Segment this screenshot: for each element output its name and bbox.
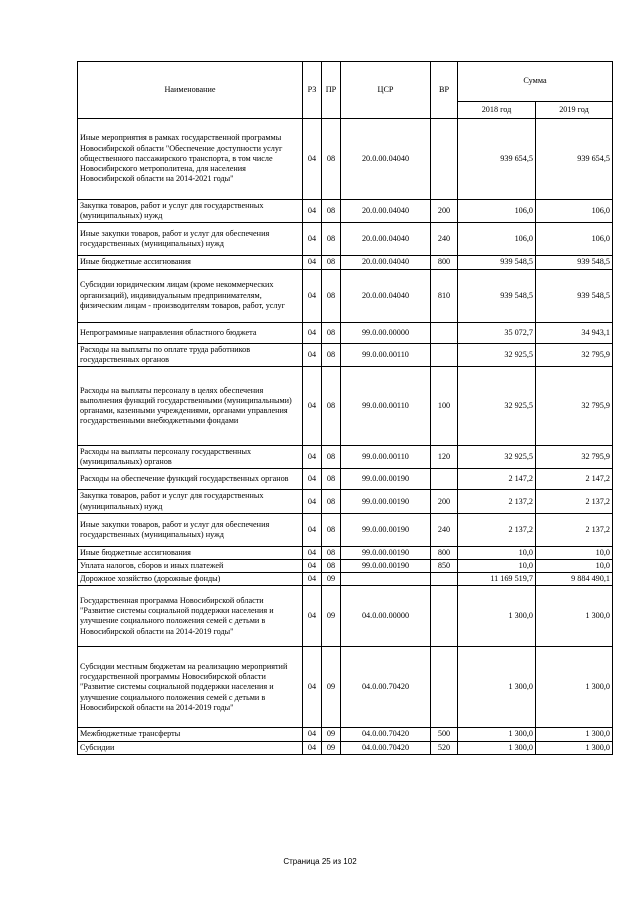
row-amount-2019: 106,0 (536, 223, 613, 256)
row-csr: 99.0.00.00190 (341, 469, 431, 490)
row-vr (431, 647, 458, 728)
row-pr: 08 (322, 256, 341, 269)
row-amount-2018: 11 169 519,7 (458, 573, 536, 586)
row-name: Расходы на выплаты персоналу государственных (муниципальных) органов (78, 446, 303, 469)
row-amount-2019: 32 795,9 (536, 343, 613, 366)
page-number: Страница 25 из 102 (283, 857, 357, 866)
header-pr: ПР (322, 62, 341, 119)
row-rz: 04 (303, 269, 322, 322)
row-pr: 08 (322, 200, 341, 223)
table-row (78, 573, 613, 586)
row-amount-2019: 9 884 490,1 (536, 573, 613, 586)
row-pr: 08 (322, 119, 341, 200)
row-rz: 04 (303, 741, 322, 754)
row-vr (431, 343, 458, 366)
row-vr: 100 (431, 367, 458, 446)
row-csr: 20.0.00.04040 (341, 119, 431, 200)
row-pr: 08 (322, 343, 341, 366)
row-pr: 08 (322, 223, 341, 256)
row-amount-2018: 35 072,7 (458, 322, 536, 343)
row-name: Иные бюджетные ассигнования (78, 546, 303, 559)
table-row (78, 741, 613, 754)
row-amount-2018: 10,0 (458, 546, 536, 559)
row-vr: 200 (431, 200, 458, 223)
row-amount-2019: 32 795,9 (536, 367, 613, 446)
row-vr (431, 469, 458, 490)
row-vr: 200 (431, 490, 458, 513)
table-row (78, 546, 613, 559)
table-row (78, 256, 613, 269)
row-amount-2019: 34 943,1 (536, 322, 613, 343)
table-row (78, 322, 613, 343)
row-csr: 20.0.00.04040 (341, 269, 431, 322)
row-name: Расходы на выплаты по оплате труда работников государственных органов (78, 343, 303, 366)
table-row (78, 200, 613, 223)
row-rz: 04 (303, 367, 322, 446)
row-pr: 09 (322, 647, 341, 728)
row-csr: 99.0.00.00190 (341, 546, 431, 559)
row-rz: 04 (303, 343, 322, 366)
row-amount-2018: 939 548,5 (458, 256, 536, 269)
row-name: Иные мероприятия в рамках государственной программы Новосибирской области "Обеспечение доступности услуг общественного пассажирского транспорта, в том числе Новосибирского метрополитена, для населения Новосибирской области на 2014-2021 годы" (78, 119, 303, 200)
row-amount-2019: 1 300,0 (536, 741, 613, 754)
budget-table (77, 61, 613, 755)
row-pr: 08 (322, 560, 341, 573)
row-amount-2018: 10,0 (458, 560, 536, 573)
row-amount-2018: 1 300,0 (458, 586, 536, 647)
row-vr: 850 (431, 560, 458, 573)
row-amount-2018: 939 548,5 (458, 269, 536, 322)
row-csr: 20.0.00.04040 (341, 256, 431, 269)
row-name: Дорожное хозяйство (дорожные фонды) (78, 573, 303, 586)
row-pr: 09 (322, 573, 341, 586)
row-amount-2019: 1 300,0 (536, 728, 613, 741)
row-pr: 09 (322, 728, 341, 741)
row-amount-2019: 2 137,2 (536, 513, 613, 546)
table-row (78, 728, 613, 741)
row-name: Субсидии (78, 741, 303, 754)
row-name: Иные закупки товаров, работ и услуг для обеспечения государственных (муниципальных) нужд (78, 513, 303, 546)
row-name: Государственная программа Новосибирской области "Развитие системы социальной поддержки населения и улучшение социального положения семей с детьми в Новосибирской области на 2014-2019 годы" (78, 586, 303, 647)
row-name: Иные бюджетные ассигнования (78, 256, 303, 269)
header-sum: Сумма (458, 62, 613, 102)
row-rz: 04 (303, 573, 322, 586)
row-csr: 99.0.00.00190 (341, 490, 431, 513)
row-csr (341, 573, 431, 586)
row-csr: 04.0.00.70420 (341, 647, 431, 728)
row-csr: 99.0.00.00110 (341, 367, 431, 446)
row-csr: 99.0.00.00190 (341, 560, 431, 573)
row-name: Непрограммные направления областного бюджета (78, 322, 303, 343)
row-pr: 08 (322, 546, 341, 559)
row-pr: 08 (322, 322, 341, 343)
row-amount-2018: 1 300,0 (458, 728, 536, 741)
row-csr: 99.0.00.00000 (341, 322, 431, 343)
row-amount-2019: 1 300,0 (536, 586, 613, 647)
table-row (78, 560, 613, 573)
row-rz: 04 (303, 223, 322, 256)
row-amount-2018: 939 654,5 (458, 119, 536, 200)
row-vr: 520 (431, 741, 458, 754)
row-amount-2019: 939 548,5 (536, 256, 613, 269)
row-vr: 240 (431, 513, 458, 546)
row-pr: 09 (322, 586, 341, 647)
row-pr: 08 (322, 446, 341, 469)
row-amount-2018: 2 137,2 (458, 513, 536, 546)
row-amount-2019: 32 795,9 (536, 446, 613, 469)
row-csr: 04.0.00.70420 (341, 741, 431, 754)
row-amount-2018: 1 300,0 (458, 741, 536, 754)
header-name: Наименование (78, 62, 303, 119)
row-vr: 120 (431, 446, 458, 469)
row-amount-2019: 10,0 (536, 546, 613, 559)
row-name: Межбюджетные трансферты (78, 728, 303, 741)
row-pr: 08 (322, 469, 341, 490)
table-row (78, 586, 613, 647)
row-vr: 240 (431, 223, 458, 256)
table-body (78, 119, 613, 755)
table-row (78, 367, 613, 446)
header-year-2018: 2018 год (458, 102, 536, 119)
table-row (78, 490, 613, 513)
table-row (78, 119, 613, 200)
row-amount-2018: 2 137,2 (458, 490, 536, 513)
row-csr: 04.0.00.00000 (341, 586, 431, 647)
row-pr: 08 (322, 367, 341, 446)
row-vr (431, 586, 458, 647)
row-pr: 08 (322, 513, 341, 546)
row-csr: 20.0.00.04040 (341, 223, 431, 256)
row-name: Уплата налогов, сборов и иных платежей (78, 560, 303, 573)
row-csr: 99.0.00.00110 (341, 343, 431, 366)
row-rz: 04 (303, 513, 322, 546)
table-row (78, 469, 613, 490)
row-name: Закупка товаров, работ и услуг для государственных (муниципальных) нужд (78, 490, 303, 513)
row-rz: 04 (303, 446, 322, 469)
row-amount-2019: 106,0 (536, 200, 613, 223)
header-csr: ЦСР (341, 62, 431, 119)
row-pr: 08 (322, 490, 341, 513)
row-rz: 04 (303, 586, 322, 647)
row-amount-2018: 2 147,2 (458, 469, 536, 490)
row-rz: 04 (303, 546, 322, 559)
row-vr: 800 (431, 546, 458, 559)
row-rz: 04 (303, 728, 322, 741)
row-pr: 09 (322, 741, 341, 754)
row-rz: 04 (303, 256, 322, 269)
row-csr: 04.0.00.70420 (341, 728, 431, 741)
row-amount-2018: 32 925,5 (458, 446, 536, 469)
row-vr (431, 119, 458, 200)
row-amount-2018: 32 925,5 (458, 343, 536, 366)
row-rz: 04 (303, 119, 322, 200)
row-name: Субсидии юридическим лицам (кроме некоммерческих организаций), индивидуальным предпринимателям, физическим лицам - производителям товаров, работ, услуг (78, 269, 303, 322)
table-row (78, 513, 613, 546)
table-row (78, 223, 613, 256)
row-amount-2019: 1 300,0 (536, 647, 613, 728)
row-amount-2019: 10,0 (536, 560, 613, 573)
table-row (78, 269, 613, 322)
header-vr: ВР (431, 62, 458, 119)
row-name: Иные закупки товаров, работ и услуг для обеспечения государственных (муниципальных) нужд (78, 223, 303, 256)
table-row (78, 446, 613, 469)
row-csr: 99.0.00.00190 (341, 513, 431, 546)
row-amount-2018: 106,0 (458, 223, 536, 256)
row-amount-2018: 1 300,0 (458, 647, 536, 728)
row-amount-2019: 939 654,5 (536, 119, 613, 200)
row-rz: 04 (303, 490, 322, 513)
row-name: Расходы на выплаты персоналу в целях обеспечения выполнения функций государственными (муниципальными) органами, казенными учреждениями, органами управления государственными внебюджетными фондами (78, 367, 303, 446)
row-pr: 08 (322, 269, 341, 322)
row-rz: 04 (303, 469, 322, 490)
row-amount-2018: 106,0 (458, 200, 536, 223)
row-rz: 04 (303, 647, 322, 728)
row-rz: 04 (303, 322, 322, 343)
row-vr: 800 (431, 256, 458, 269)
header-year-2019: 2019 год (536, 102, 613, 119)
row-csr: 20.0.00.04040 (341, 200, 431, 223)
row-vr (431, 573, 458, 586)
row-vr: 500 (431, 728, 458, 741)
row-name: Закупка товаров, работ и услуг для государственных (муниципальных) нужд (78, 200, 303, 223)
row-vr: 810 (431, 269, 458, 322)
row-name: Субсидии местным бюджетам на реализацию мероприятий государственной программы Новосибирской области "Развитие системы социальной поддержки населения и улучшение социального положения семей с детьми в Новосибирской области на 2014-2019 годы" (78, 647, 303, 728)
row-amount-2019: 2 147,2 (536, 469, 613, 490)
row-amount-2019: 939 548,5 (536, 269, 613, 322)
row-vr (431, 322, 458, 343)
row-rz: 04 (303, 560, 322, 573)
row-amount-2019: 2 137,2 (536, 490, 613, 513)
row-csr: 99.0.00.00110 (341, 446, 431, 469)
row-name: Расходы на обеспечение функций государственных органов (78, 469, 303, 490)
row-rz: 04 (303, 200, 322, 223)
row-amount-2018: 32 925,5 (458, 367, 536, 446)
table-row (78, 647, 613, 728)
header-rz: РЗ (303, 62, 322, 119)
table-row (78, 343, 613, 366)
